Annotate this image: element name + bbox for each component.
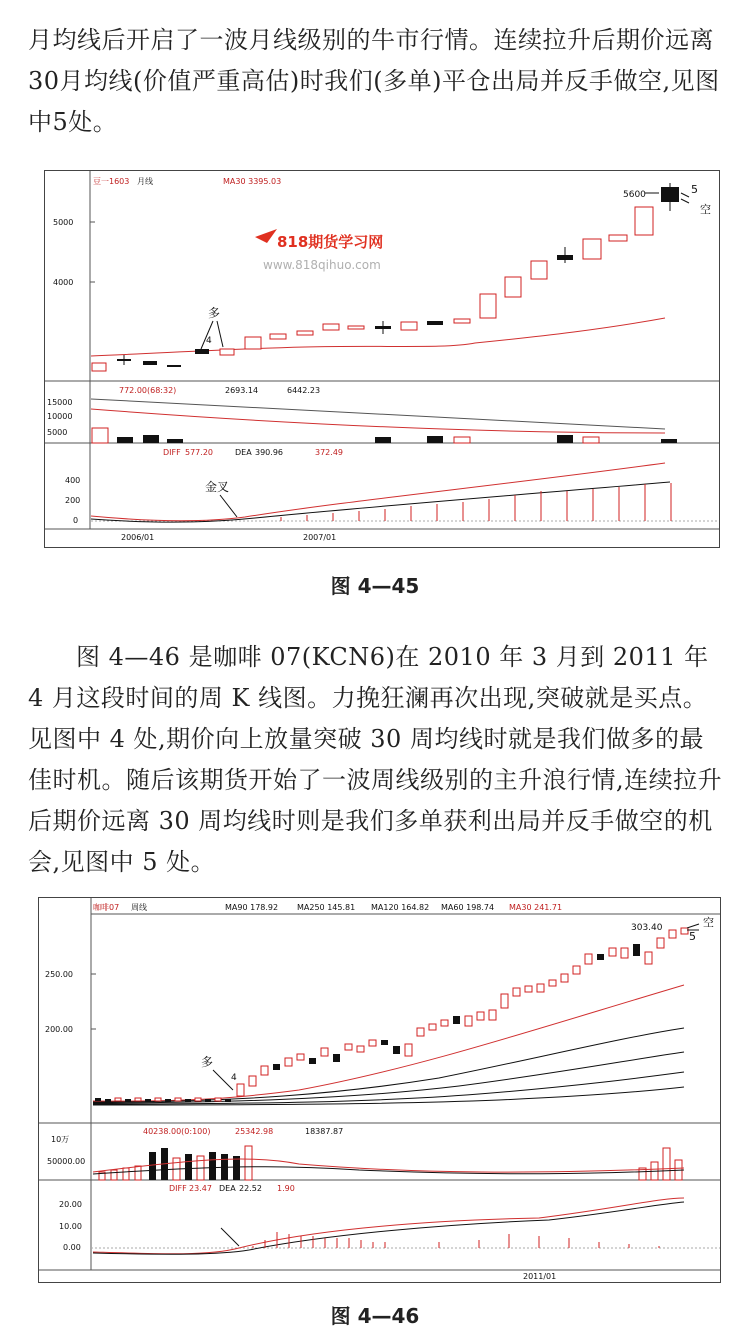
f2-ann-4: 4 <box>231 1073 237 1083</box>
f1-ann-price: 5600 <box>623 190 646 200</box>
f2-candles <box>95 928 688 1102</box>
f1-ann-4: 4 <box>206 336 212 346</box>
f2-ma60: MA60 198.74 <box>441 903 495 912</box>
f2-macd-macd-val: 1.90 <box>277 1184 295 1193</box>
f1-vol-h0: 772.00(68:32) <box>119 386 177 395</box>
f1-vol-tick-15000: 15000 <box>47 398 73 407</box>
f1-macd-tick-200: 200 <box>65 496 81 505</box>
f1-watermark <box>255 229 383 272</box>
paragraph-coffee: 图 4—46 是咖啡 07(KCN6)在 2010 年 3 月到 2011 年 4 月这段时间的周 K 线图。力挽狂澜再次出现,突破就是买点。见图中 4 处,期价向上放量突破 30 周均线时就是我们做多的最佳时机。随后该期货开始了一波周线级别的主升浪行情,连续拉升后期价远离 30 周均线时则是我们多单获利出局并反手做空的机会,见图中 5 处。 <box>28 643 723 876</box>
f1-x-2007: 2007/01 <box>303 533 337 542</box>
f1-ann-5: 5 <box>691 183 698 196</box>
f2-ann-price: 303.40 <box>631 923 663 933</box>
f2-ann-short: 空 <box>703 916 714 929</box>
f1-price-tick-4000: 4000 <box>53 278 74 287</box>
f2-ma90: MA90 178.92 <box>225 903 279 912</box>
f1-macd-dea: DEA <box>235 448 252 457</box>
f1-ma30: MA30 3395.03 <box>223 177 282 186</box>
f1-candles <box>92 183 679 371</box>
f1-macd-diff: DIFF <box>163 448 181 457</box>
f2-vol-tick-10w: 10万 <box>51 1135 70 1144</box>
f2-macd-diff-val: 23.47 <box>189 1184 212 1193</box>
f2-vol-tick-50000: 50000.00 <box>47 1157 86 1166</box>
f2-ma120: MA120 164.82 <box>371 903 430 912</box>
f1-macd-macd-val: 372.49 <box>315 448 343 457</box>
f2-volume-bars <box>99 1146 682 1180</box>
f1-macd-tick-400: 400 <box>65 476 81 485</box>
caption-4-45: 图 4—45 <box>330 574 420 598</box>
figure-4-46-chart <box>38 897 721 1283</box>
f1-watermark-url: www.818qihuo.com <box>263 258 381 272</box>
f1-vol-h2: 6442.23 <box>287 386 321 395</box>
f1-vol-tick-10000: 10000 <box>47 412 73 421</box>
f2-macd-dea-val: 22.52 <box>239 1184 262 1193</box>
f2-vol-h0: 40238.00(0:100) <box>143 1127 211 1136</box>
f1-symbol: 豆一1603 <box>93 177 130 186</box>
f1-period: 月线 <box>137 177 153 186</box>
f2-vol-h2: 18387.87 <box>305 1127 344 1136</box>
f2-ann-5: 5 <box>689 930 696 943</box>
f2-macd-diff: DIFF <box>169 1184 187 1193</box>
f2-macd-tick-20: 20.00 <box>59 1200 82 1209</box>
f2-price-tick-200: 200.00 <box>45 1025 73 1034</box>
paragraph-intro: 月均线后开启了一波月线级别的牛市行情。连续拉升后期价远离30月均线(价值严重高估)时我们(多单)平仓出局并反手做空,见图中5处。 <box>28 26 720 136</box>
f1-macd-tick-0: 0 <box>73 516 79 525</box>
f2-ma30: MA30 241.71 <box>509 903 563 912</box>
f1-volume-bars <box>92 428 677 443</box>
f1-macd-dea-val: 390.96 <box>255 448 283 457</box>
f1-vol-tick-5000: 5000 <box>47 428 68 437</box>
f2-ma250: MA250 145.81 <box>297 903 356 912</box>
f1-watermark-logo: 818期货学习网 <box>277 233 384 251</box>
f1-ann-cross: 金叉 <box>205 480 230 494</box>
f1-ann-short: 空 <box>700 203 711 216</box>
f2-symbol: 咖啡07 <box>93 903 120 912</box>
f2-x-2011: 2011/01 <box>523 1272 557 1281</box>
f1-macd-diff-val: 577.20 <box>185 448 213 457</box>
f1-vol-h1: 2693.14 <box>225 386 259 395</box>
f1-price-tick-5000: 5000 <box>53 218 74 227</box>
f2-ann-long: 多 <box>201 1055 214 1069</box>
f2-macd-tick-10: 10.00 <box>59 1222 82 1231</box>
f1-x-2006: 2006/01 <box>121 533 155 542</box>
caption-4-46: 图 4—46 <box>330 1304 420 1328</box>
figure-4-45-chart <box>44 170 720 548</box>
f2-vol-h1: 25342.98 <box>235 1127 274 1136</box>
f2-macd-dea: DEA <box>219 1184 236 1193</box>
f1-ann-long: 多 <box>208 306 221 320</box>
f1-macd-hist <box>281 483 671 521</box>
f2-period: 周线 <box>131 903 147 912</box>
f2-price-tick-250: 250.00 <box>45 970 73 979</box>
f2-macd-tick-0: 0.00 <box>63 1243 81 1252</box>
